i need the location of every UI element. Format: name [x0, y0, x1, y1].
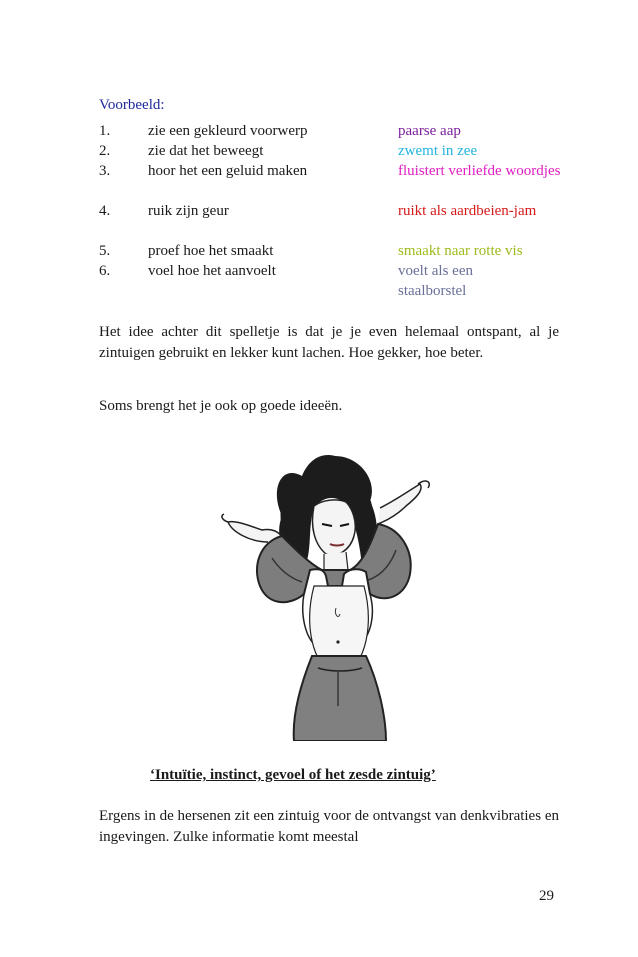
- list-item: [99, 141, 569, 161]
- item-number: 5.: [99, 243, 111, 259]
- item-number: 1.: [99, 123, 111, 139]
- woman-illustration: [210, 446, 440, 741]
- item-sense: voel hoe het aanvoelt: [148, 263, 276, 279]
- paragraph-sixth-sense: Ergens in de hersenen zit een zintuig voor de ontvangst van denkvibraties en ingevingen. Zulke informatie komt meestal: [99, 808, 559, 845]
- item-result: ruikt als aardbeien-jam: [398, 203, 537, 219]
- item-sense: zie een gekleurd voorwerp: [148, 123, 308, 139]
- list-item: [99, 121, 569, 141]
- list-item: [99, 261, 569, 301]
- page-number: 29: [539, 888, 554, 904]
- item-sense: hoor het een geluid maken: [148, 163, 308, 179]
- item-sense: ruik zijn geur: [148, 203, 229, 219]
- item-result: smaakt naar rotte vis: [398, 243, 523, 259]
- list-item: [99, 161, 569, 201]
- sense-example-list: [99, 121, 569, 301]
- item-number: 6.: [99, 263, 111, 279]
- item-result: paarse aap: [398, 123, 461, 139]
- list-item: [99, 241, 569, 261]
- item-result: voelt als een staalborstel: [398, 263, 473, 299]
- example-heading: Voorbeeld:: [99, 97, 165, 113]
- item-sense: proef hoe het smaakt: [148, 243, 274, 259]
- item-number: 4.: [99, 203, 111, 219]
- item-number: 3.: [99, 163, 111, 179]
- paragraph-good-ideas: Soms brengt het je ook op goede ideeën.: [99, 398, 343, 414]
- list-item: [99, 201, 569, 241]
- item-result: zwemt in zee: [398, 143, 478, 159]
- item-sense: zie dat het beweegt: [148, 143, 264, 159]
- item-number: 2.: [99, 143, 111, 159]
- item-result: fluistert verliefde woordjes: [398, 163, 561, 179]
- paragraph-game-idea: Het idee achter dit spelletje is dat je je even helemaal ontspant, al je zintuigen gebruikt en lekker kunt lachen. Hoe gekker, hoe beter.: [99, 324, 559, 361]
- section-title: ‘Intuïtie, instinct, gevoel of het zesde zintuig’: [150, 767, 436, 783]
